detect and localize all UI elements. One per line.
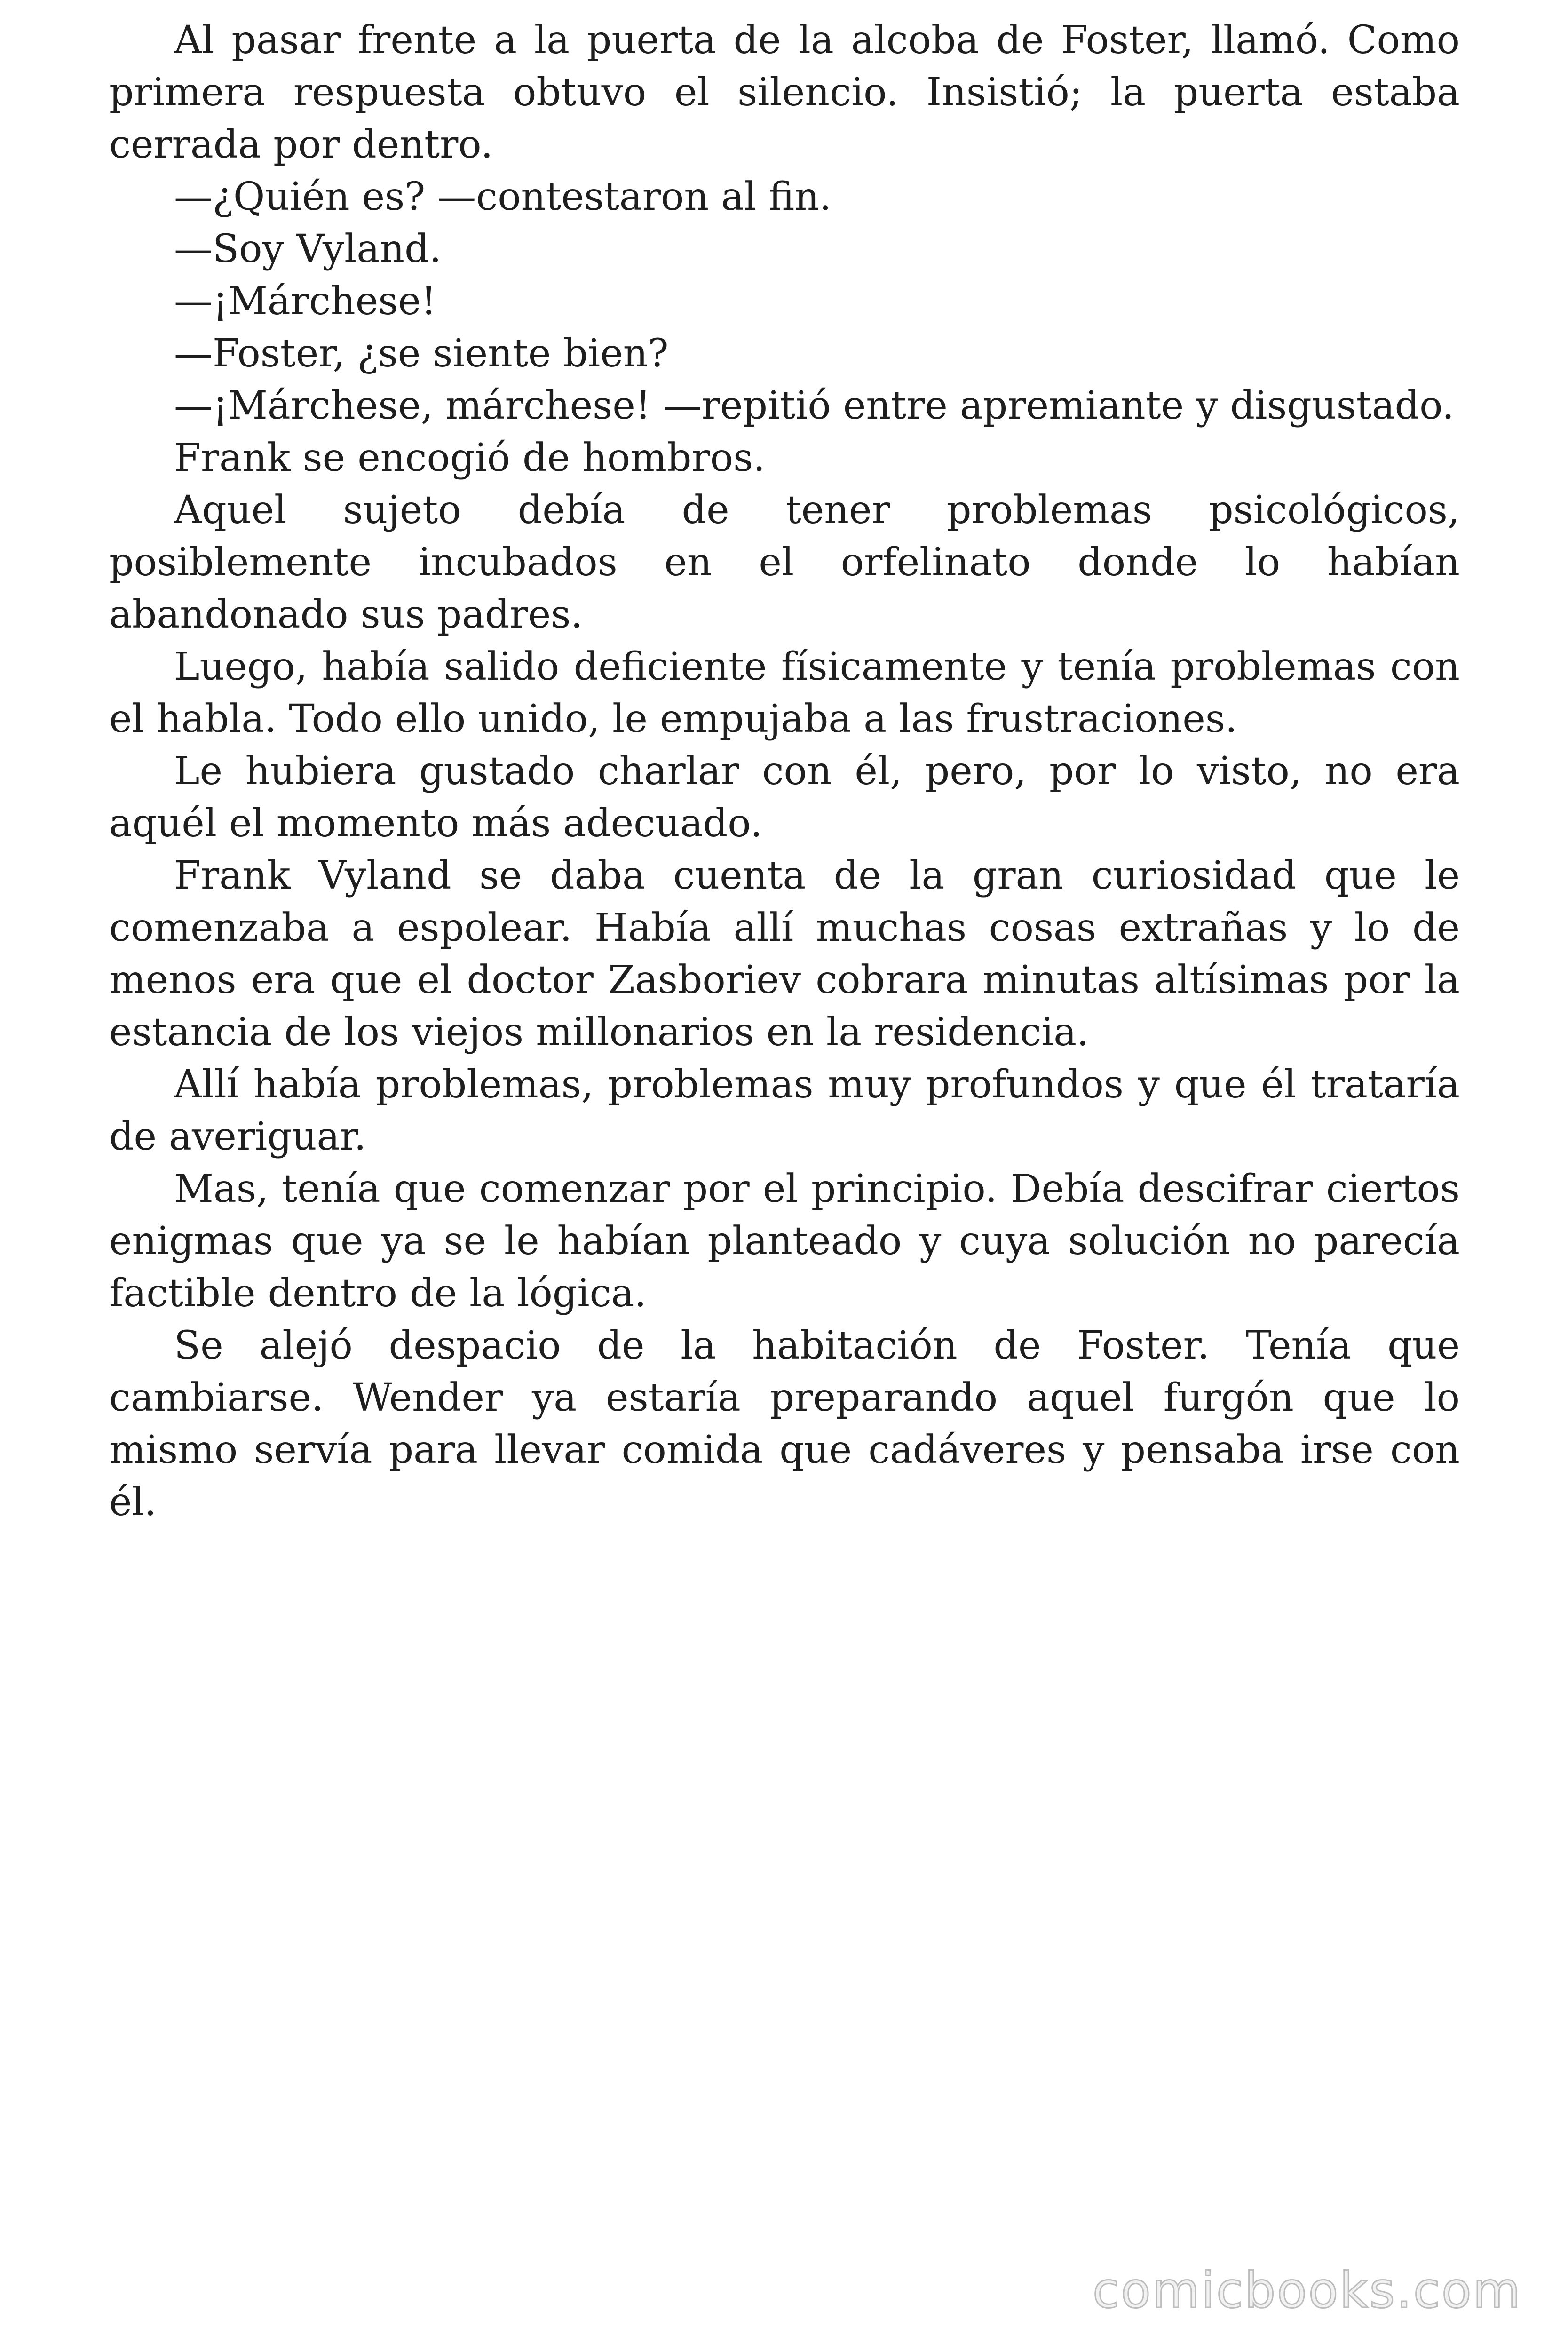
paragraph: —Soy Vyland. [174, 227, 442, 271]
paragraph: Le hubiera gustado charlar con él, pero, por lo visto, no era aquél el momento más adecuado. [109, 749, 1460, 846]
paragraph: Al pasar frente a la puerta de la alcoba de Foster, llamó. Como primera respuesta obtuvo el silencio. Insistió; la puerta estaba cerrada por dentro. [109, 18, 1460, 167]
paragraph: Aquel sujeto debía de tener problemas psicológicos, posiblemente incubados en el orfelinato donde lo habían abandonado sus padres. [109, 488, 1460, 637]
paragraph: —¡Márchese, márchese! —repitió entre apremiante y disgustado. [174, 383, 1455, 428]
body-text [109, 14, 1460, 1528]
paragraph: —¿Quién es? —contestaron al fin. [174, 175, 832, 219]
watermark: comicbooks.com [1092, 2262, 1522, 2319]
paragraph: Mas, tenía que comenzar por el principio. Debía descifrar ciertos enigmas que ya se le habían planteado y cuya solución no parecía factible dentro de la lógica. [109, 1167, 1460, 1316]
paragraph: Frank se encogió de hombros. [174, 436, 766, 480]
paragraph: Se alejó despacio de la habitación de Foster. Tenía que cambiarse. Wender ya estaría preparando aquel furgón que lo mismo servía para llevar comida que cadáveres y pensaba irse con él. [109, 1323, 1460, 1525]
paragraph: —¡Márchese! [174, 279, 436, 324]
paragraph: Luego, había salido deficiente físicamente y tenía problemas con el habla. Todo ello unido, le empujaba a las frustraciones. [109, 644, 1460, 741]
paragraph: Allí había problemas, problemas muy profundos y que él trataría de averiguar. [109, 1062, 1460, 1159]
paragraph: —Foster, ¿se siente bien? [174, 331, 669, 376]
paragraph: Frank Vyland se daba cuenta de la gran curiosidad que le comenzaba a espolear. Había allí muchas cosas extrañas y lo de menos era que el doctor Zasboriev cobrara minutas altísimas por la estancia de los viejos millonarios en la residencia. [109, 853, 1460, 1055]
